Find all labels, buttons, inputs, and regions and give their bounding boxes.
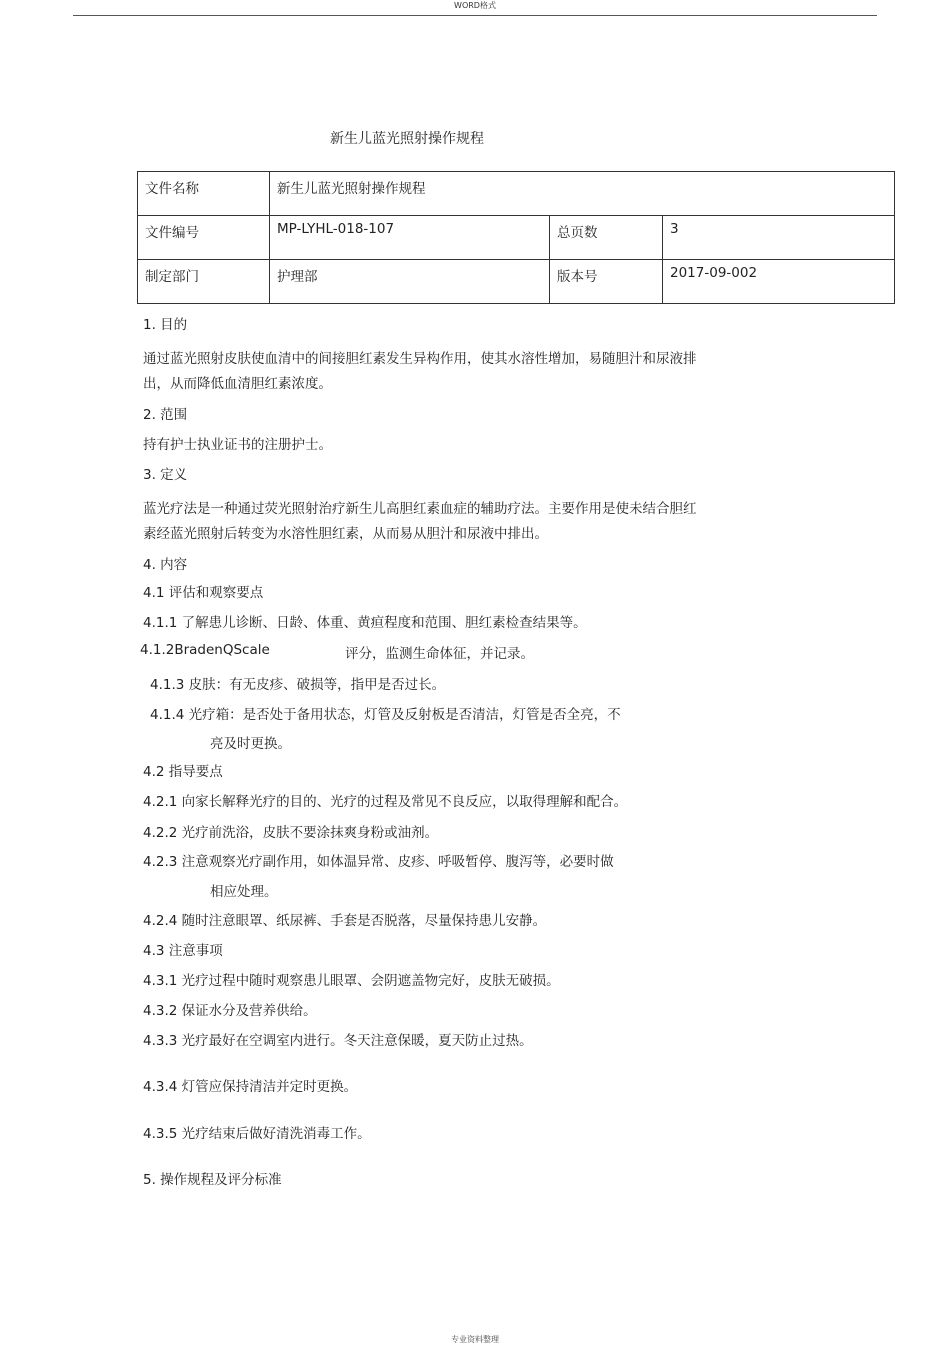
list-item: 4.1.3 皮肤：有无皮疹、破损等，指甲是否过长。	[150, 677, 446, 693]
list-item-continuation: 评分，监测生命体征，并记录。	[345, 646, 534, 662]
department-value: 护理部	[270, 260, 550, 304]
file-name-label: 文件名称	[138, 172, 270, 216]
file-name-value: 新生儿蓝光照射操作规程	[270, 172, 895, 216]
list-item: 4.2.3 注意观察光疗副作用，如体温异常、皮疹、呼吸暂停、腹泻等，必要时做	[143, 854, 614, 870]
table-row	[138, 260, 895, 304]
paragraph-line: 出，从而降低血清胆红素浓度。	[143, 376, 332, 392]
paragraph-line: 通过蓝光照射皮肤使血清中的间接胆红素发生异构作用，使其水溶性增加，易随胆汁和尿液排	[143, 351, 697, 367]
list-item: 4.1.2BradenQScale	[140, 642, 270, 658]
paragraph-line: 素经蓝光照射后转变为水溶性胆红素，从而易从胆汁和尿液中排出。	[143, 526, 548, 542]
version-label: 版本号	[550, 260, 663, 304]
version-value: 2017-09-002	[663, 260, 895, 304]
table-row	[138, 172, 895, 216]
paragraph-line: 持有护士执业证书的注册护士。	[143, 437, 332, 453]
file-number-value: MP-LYHL-018-107	[270, 216, 550, 260]
subsection-heading: 4.1 评估和观察要点	[143, 585, 264, 601]
list-item-continuation: 相应处理。	[210, 884, 278, 900]
section-heading-purpose: 1. 目的	[143, 317, 188, 333]
page-header: WORD格式	[454, 1, 496, 10]
section-heading-procedure: 5. 操作规程及评分标准	[143, 1172, 282, 1188]
file-number-label: 文件编号	[138, 216, 270, 260]
page-footer: 专业资料整理	[451, 1335, 499, 1344]
list-item: 4.3.3 光疗最好在空调室内进行。冬天注意保暖，夏天防止过热。	[143, 1033, 533, 1049]
list-item: 4.2.2 光疗前洗浴，皮肤不要涂抹爽身粉或油剂。	[143, 825, 439, 841]
document-info-table	[137, 171, 895, 304]
subsection-heading: 4.3 注意事项	[143, 943, 223, 959]
list-item: 4.3.4 灯管应保持清洁并定时更换。	[143, 1079, 358, 1095]
document-title: 新生儿蓝光照射操作规程	[330, 131, 484, 147]
subsection-heading: 4.2 指导要点	[143, 764, 223, 780]
department-label: 制定部门	[138, 260, 270, 304]
section-heading-content: 4. 内容	[143, 557, 188, 573]
list-item: 4.3.1 光疗过程中随时观察患儿眼罩、会阴遮盖物完好，皮肤无破损。	[143, 973, 560, 989]
list-item: 4.3.2 保证水分及营养供给。	[143, 1003, 317, 1019]
header-rule	[73, 15, 877, 16]
paragraph-line: 蓝光疗法是一种通过荧光照射治疗新生儿高胆红素血症的辅助疗法。主要作用是使未结合胆红	[143, 501, 697, 517]
list-item: 4.1.4 光疗箱：是否处于备用状态，灯管及反射板是否清洁，灯管是否全亮，不	[150, 707, 621, 723]
total-pages-value: 3	[663, 216, 895, 260]
list-item-continuation: 亮及时更换。	[210, 736, 291, 752]
table-row	[138, 216, 895, 260]
total-pages-label: 总页数	[550, 216, 663, 260]
section-heading-definition: 3. 定义	[143, 467, 188, 483]
section-heading-scope: 2. 范围	[143, 407, 188, 423]
list-item: 4.2.4 随时注意眼罩、纸尿裤、手套是否脱落，尽量保持患儿安静。	[143, 913, 547, 929]
list-item: 4.2.1 向家长解释光疗的目的、光疗的过程及常见不良反应，以取得理解和配合。	[143, 794, 628, 810]
list-item: 4.3.5 光疗结束后做好清洗消毒工作。	[143, 1126, 371, 1142]
list-item: 4.1.1 了解患儿诊断、日龄、体重、黄疸程度和范围、胆红素检查结果等。	[143, 615, 587, 631]
